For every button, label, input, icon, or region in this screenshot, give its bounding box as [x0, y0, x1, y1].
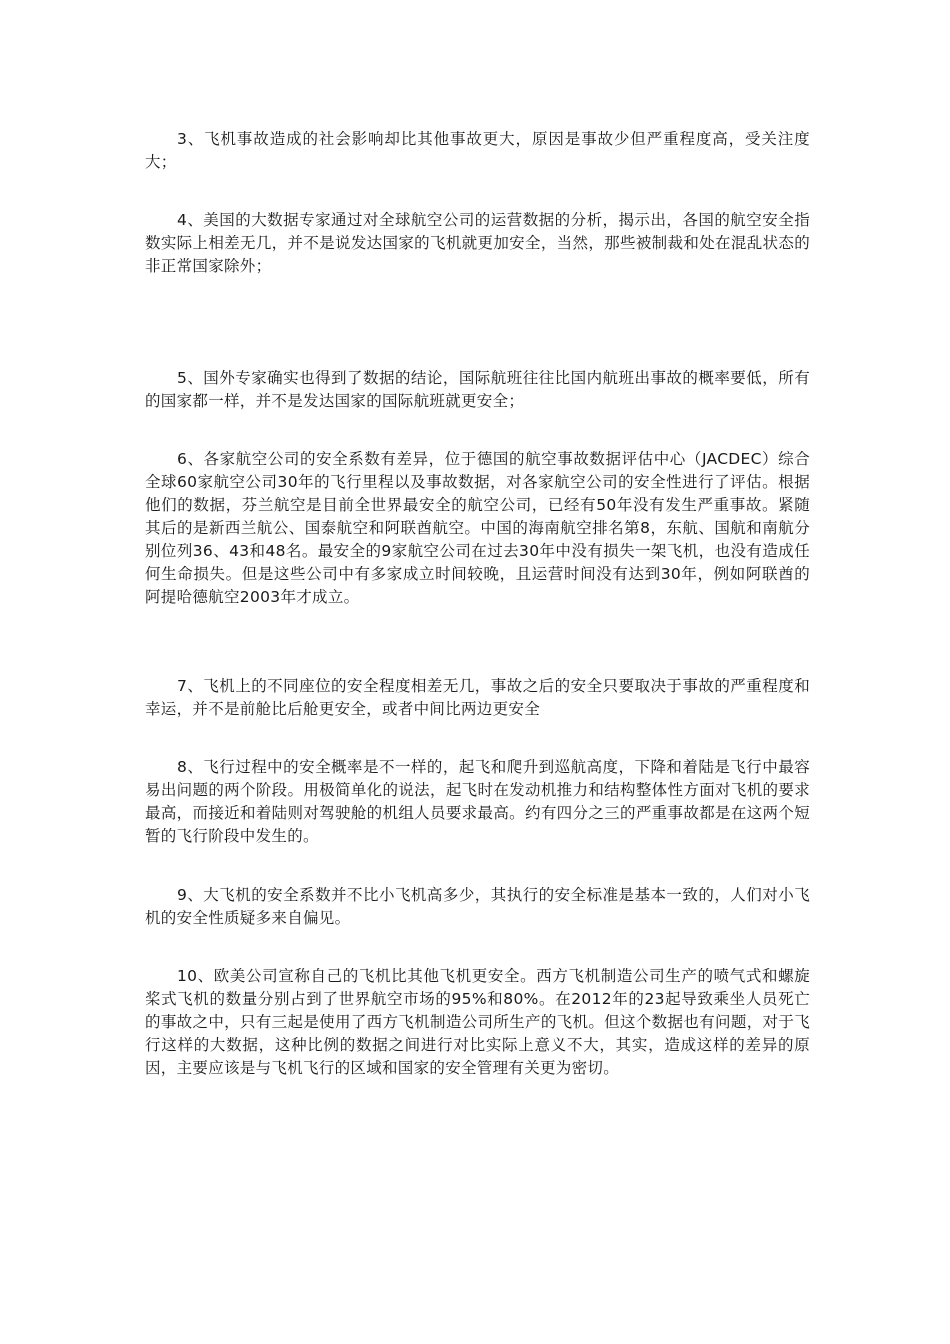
- paragraph-4: 4、美国的大数据专家通过对全球航空公司的运营数据的分析，揭示出，各国的航空安全指数实际上相差无几，并不是说发达国家的飞机就更加安全，当然，那些被制裁和处在混乱状态的非正常国家除外；: [145, 211, 810, 275]
- paragraph-8: 8、飞行过程中的安全概率是不一样的，起飞和爬升到巡航高度，下降和着陆是飞行中最容易出问题的两个阶段。用极简单化的说法，起飞时在发动机推力和结构整体性方面对飞机的要求最高，而接近和着陆则对驾驶舱的机组人员要求最高。约有四分之三的严重事故都是在这两个短暂的飞行阶段中发生的。: [145, 758, 810, 845]
- paragraph-3: 3、飞机事故造成的社会影响却比其他事故更大，原因是事故少但严重程度高，受关注度大；: [145, 130, 810, 171]
- paragraph-6: 6、各家航空公司的安全系数有差异，位于德国的航空事故数据评估中心（JACDEC）综合全球60家航空公司30年的飞行里程以及事故数据，对各家航空公司的安全性进行了评估。根据他们的数据，芬兰航空是目前全世界最安全的航空公司，已经有50年没有发生严重事故。紧随其后的是新西兰航公、国泰航空和阿联酋航空。中国的海南航空排名第8，东航、国航和南航分别位列36、43和48名。最安全的9家航空公司在过去30年中没有损失一架飞机，也没有造成任何生命损失。但是这些公司中有多家成立时间较晚，且运营时间没有达到30年，例如阿联酋的阿提哈德航空2003年才成立。: [145, 450, 810, 606]
- paragraph-10: 10、欧美公司宣称自己的飞机比其他飞机更安全。西方飞机制造公司生产的喷气式和螺旋桨式飞机的数量分别占到了世界航空市场的95%和80%。在2012年的23起导致乘坐人员死亡的事故之中，只有三起是使用了西方飞机制造公司所生产的飞机。但这个数据也有问题，对于飞行这样的大数据，这种比例的数据之间进行对比实际上意义不大，其实，造成这样的差异的原因，主要应该是与飞机飞行的区域和国家的安全管理有关更为密切。: [145, 967, 810, 1077]
- paragraph-7: 7、飞机上的不同座位的安全程度相差无几，事故之后的安全只要取决于事故的严重程度和幸运，并不是前舱比后舱更安全，或者中间比两边更安全: [145, 677, 810, 718]
- paragraph-5: 5、国外专家确实也得到了数据的结论，国际航班往往比国内航班出事故的概率要低，所有的国家都一样，并不是发达国家的国际航班就更安全；: [145, 369, 810, 410]
- paragraph-9: 9、大飞机的安全系数并不比小飞机高多少，其执行的安全标准是基本一致的，人们对小飞机的安全性质疑多来自偏见。: [145, 886, 810, 927]
